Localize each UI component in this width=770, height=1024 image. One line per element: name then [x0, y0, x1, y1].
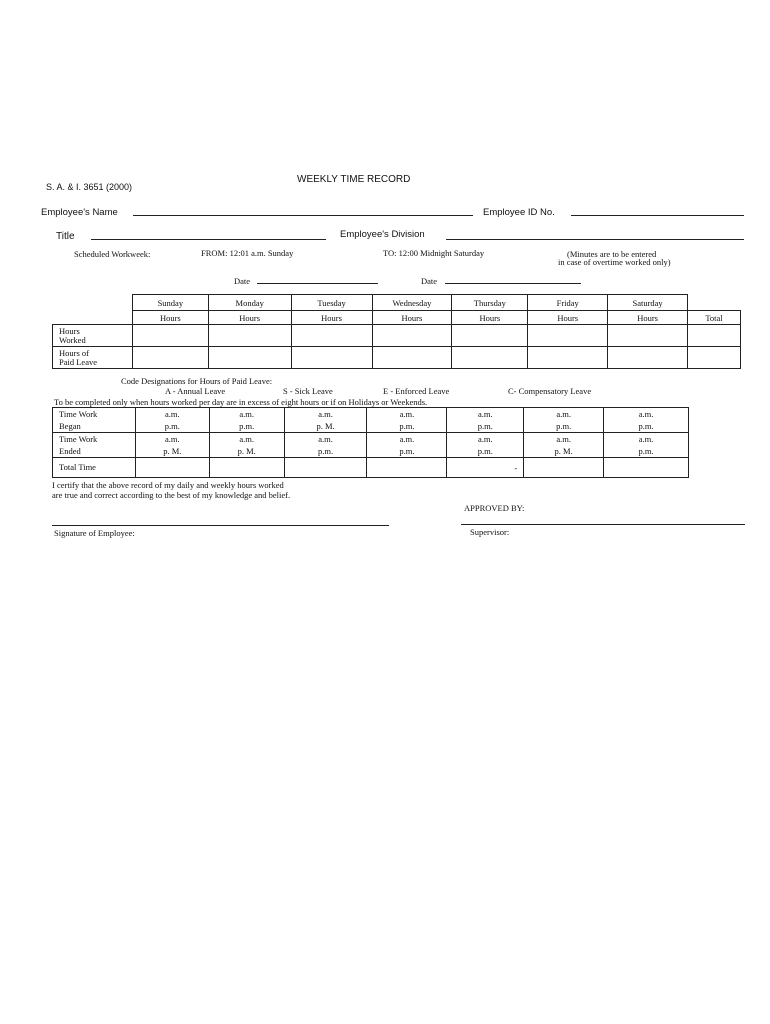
time-began-cell[interactable]: a.m. p.m.	[135, 408, 209, 433]
time-began-cell[interactable]: a.m. p.m.	[209, 408, 284, 433]
day-header-friday: Friday	[528, 295, 608, 311]
workweek-label: Scheduled Workweek:	[74, 249, 151, 259]
hours-subheader: Hours	[452, 311, 528, 325]
date-label-1: Date	[234, 276, 251, 286]
employee-name-field[interactable]	[133, 215, 473, 216]
row-label-time-began: Time Work Began	[53, 408, 136, 433]
paid-leave-cell[interactable]	[608, 347, 688, 369]
hours-subheader: Hours	[208, 311, 291, 325]
total-time-cell[interactable]: -	[447, 458, 524, 478]
employee-id-field[interactable]	[571, 215, 744, 216]
total-time-cell[interactable]	[524, 458, 604, 478]
paid-leave-cell[interactable]	[372, 347, 452, 369]
date-field-1[interactable]	[257, 283, 378, 284]
total-time-cell[interactable]	[367, 458, 447, 478]
day-header-sunday: Sunday	[132, 295, 208, 311]
time-ended-cell[interactable]: a.m. p.m.	[367, 433, 447, 458]
hours-subheader: Hours	[132, 311, 208, 325]
time-ended-cell[interactable]: a.m. p.m.	[284, 433, 367, 458]
total-time-cell[interactable]	[135, 458, 209, 478]
paid-leave-cell[interactable]	[132, 347, 208, 369]
time-began-cell[interactable]: a.m. p. M.	[284, 408, 367, 433]
hours-worked-total[interactable]	[688, 325, 741, 347]
time-ended-cell[interactable]: a.m. p. M.	[135, 433, 209, 458]
workweek-note-2: in case of overtime worked only)	[558, 257, 671, 267]
hours-worked-cell[interactable]	[208, 325, 291, 347]
row-label-hours-worked: Hours Worked	[53, 325, 133, 347]
paid-leave-cell[interactable]	[208, 347, 291, 369]
overtime-instruction: To be completed only when hours worked per day are in excess of eight hours or if on Holidays or Weekends.	[54, 397, 428, 407]
employee-name-label: Employee's Name	[41, 207, 118, 218]
form-id: S. A. & I. 3651 (2000)	[46, 182, 133, 192]
code-compensatory: C- Compensatory Leave	[508, 386, 592, 396]
hours-table	[52, 294, 741, 369]
total-header: Total	[688, 311, 741, 325]
time-ended-cell[interactable]: a.m. p.m.	[447, 433, 524, 458]
time-table	[52, 407, 689, 478]
employee-id-label: Employee ID No.	[483, 207, 555, 218]
workweek-from: FROM: 12:01 a.m. Sunday	[201, 248, 294, 258]
division-label: Employee's Division	[340, 229, 425, 240]
time-ended-cell[interactable]: a.m. p. M.	[524, 433, 604, 458]
hours-worked-cell[interactable]	[452, 325, 528, 347]
hours-worked-cell[interactable]	[528, 325, 608, 347]
time-began-cell[interactable]: a.m. p.m.	[524, 408, 604, 433]
day-header-monday: Monday	[208, 295, 291, 311]
day-header-wednesday: Wednesday	[372, 295, 452, 311]
title-field[interactable]	[91, 239, 326, 240]
date-field-2[interactable]	[445, 283, 581, 284]
time-ended-cell[interactable]: a.m. p.m.	[604, 433, 689, 458]
workweek-note-1: (Minutes are to be entered	[567, 249, 657, 259]
employee-signature-field[interactable]	[52, 525, 389, 526]
code-sick: S - Sick Leave	[283, 386, 333, 396]
hours-worked-cell[interactable]	[291, 325, 372, 347]
day-header-tuesday: Tuesday	[291, 295, 372, 311]
row-label-paid-leave: Hours of Paid Leave	[53, 347, 133, 369]
paid-leave-cell[interactable]	[452, 347, 528, 369]
total-time-cell[interactable]	[604, 458, 689, 478]
time-began-cell[interactable]: a.m. p.m.	[367, 408, 447, 433]
time-began-cell[interactable]: a.m. p.m.	[447, 408, 524, 433]
hours-subheader: Hours	[291, 311, 372, 325]
certify-text-2: are true and correct according to the best of my knowledge and belief.	[52, 490, 291, 500]
time-began-cell[interactable]: a.m. p.m.	[604, 408, 689, 433]
employee-signature-label: Signature of Employee:	[54, 528, 135, 538]
approved-by-label: APPROVED BY:	[464, 503, 525, 513]
time-ended-cell[interactable]: a.m. p. M.	[209, 433, 284, 458]
day-header-thursday: Thursday	[452, 295, 528, 311]
code-annual: A - Annual Leave	[165, 386, 226, 396]
certify-text-1: I certify that the above record of my daily and weekly hours worked	[52, 480, 284, 490]
paid-leave-cell[interactable]	[291, 347, 372, 369]
supervisor-signature-field[interactable]	[461, 524, 745, 525]
title-label: Title	[56, 231, 75, 242]
paid-leave-cell[interactable]	[528, 347, 608, 369]
total-time-cell[interactable]	[284, 458, 367, 478]
hours-subheader: Hours	[528, 311, 608, 325]
page-title: WEEKLY TIME RECORD	[297, 174, 411, 185]
row-label-total-time: Total Time	[53, 458, 136, 478]
workweek-to: TO: 12:00 Midnight Saturday	[383, 248, 485, 258]
hours-subheader: Hours	[608, 311, 688, 325]
hours-worked-cell[interactable]	[608, 325, 688, 347]
day-header-saturday: Saturday	[608, 295, 688, 311]
supervisor-signature-label: Supervisor:	[470, 527, 510, 537]
codes-heading: Code Designations for Hours of Paid Leave:	[121, 376, 273, 386]
code-enforced: E - Enforced Leave	[383, 386, 450, 396]
total-time-cell[interactable]	[209, 458, 284, 478]
hours-worked-cell[interactable]	[132, 325, 208, 347]
hours-subheader: Hours	[372, 311, 452, 325]
row-label-time-ended: Time Work Ended	[53, 433, 136, 458]
hours-worked-cell[interactable]	[372, 325, 452, 347]
date-label-2: Date	[421, 276, 438, 286]
paid-leave-total[interactable]	[688, 347, 741, 369]
division-field[interactable]	[446, 239, 744, 240]
